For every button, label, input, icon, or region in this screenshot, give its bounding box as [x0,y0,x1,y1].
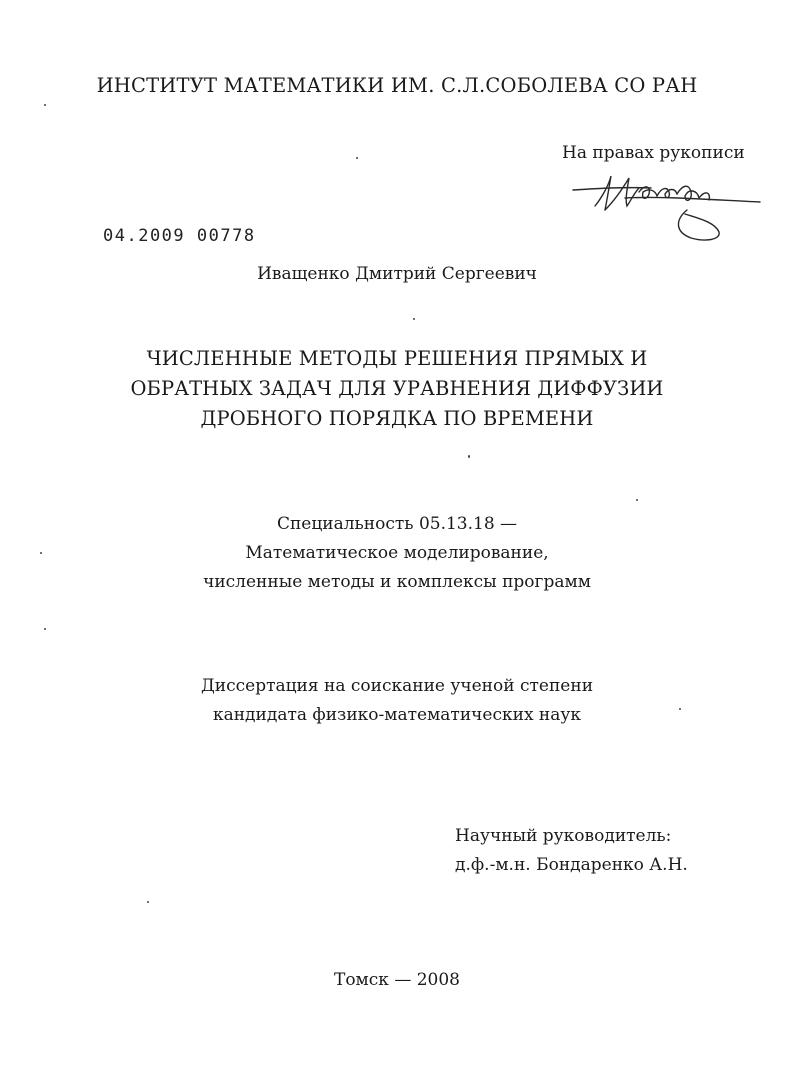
scan-speck [44,104,46,106]
institute-name: ИНСТИТУТ МАТЕМАТИКИ ИМ. С.Л.СОБОЛЕВА СО РАН [96,74,698,97]
supervisor-name: д.ф.-м.н. Бондаренко А.Н. [455,855,688,875]
specialty-line: численные методы и комплексы программ [203,572,591,592]
degree-line: Диссертация на соискание ученой степени [200,676,594,696]
supervisor-block [455,822,688,880]
scan-speck [468,455,470,458]
dissertation-title [0,344,794,434]
scan-speck [40,552,42,554]
scan-speck [636,499,638,501]
rights-note: На правах рукописи [562,143,745,163]
title-line: ОБРАТНЫХ ЗАДАЧ ДЛЯ УРАВНЕНИЯ ДИФФУЗИИ [130,377,664,400]
handwritten-signature-icon [565,170,765,250]
title-line: ДРОБНОГО ПОРЯДКА ПО ВРЕМЕНИ [200,407,594,430]
scan-speck [44,628,46,630]
specialty-line: Математическое моделирование, [245,543,549,563]
degree-block [0,672,794,730]
registration-number: 04.2009 00778 [103,226,256,246]
scan-speck [413,318,415,320]
title-line: ЧИСЛЕННЫЕ МЕТОДЫ РЕШЕНИЯ ПРЯМЫХ И [146,347,648,370]
scan-speck [356,157,358,159]
scan-speck [147,901,149,903]
specialty-block [0,510,794,597]
degree-line: кандидата физико-математических наук [212,705,582,725]
city-year: Томск — 2008 [333,970,460,990]
scan-speck [679,708,681,710]
supervisor-label: Научный руководитель: [455,826,672,846]
specialty-line: Специальность 05.13.18 — [276,514,518,534]
author-name: Иващенко Дмитрий Сергеевич [257,264,537,284]
